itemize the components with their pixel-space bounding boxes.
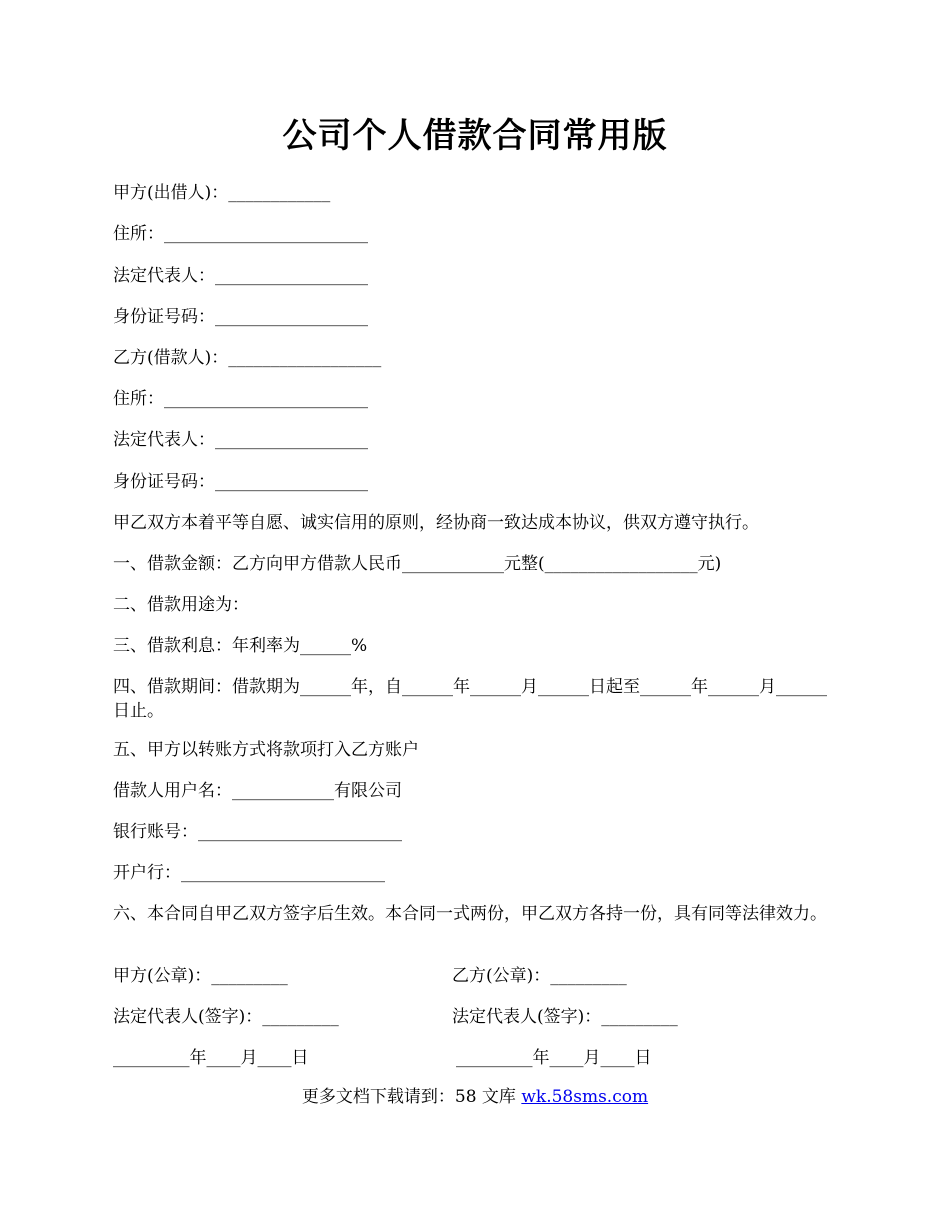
borrower-name-line: 乙方(借款人)：__________________ xyxy=(113,348,382,368)
lender-id-line: 身份证号码：__________________ xyxy=(113,307,368,327)
party-a-representative-sign: 法定代表人(签字)：_________ xyxy=(113,1007,339,1027)
document-title: 公司个人借款合同常用版 xyxy=(282,116,668,156)
footer-link[interactable]: wk.58sms.com xyxy=(521,1087,649,1107)
bank-account-line: 银行账号：________________________ xyxy=(113,822,402,842)
party-b-date: _________年____月____日 xyxy=(456,1048,652,1068)
preamble-line: 甲乙双方本着平等自愿、诚实信用的原则，经协商一致达成本协议，供双方遵守执行。 xyxy=(113,513,759,533)
clause-purpose: 二、借款用途为： xyxy=(113,595,249,615)
clause-amount: 一、借款金额：乙方向甲方借款人民币____________元整(__________________元) xyxy=(113,554,722,574)
borrower-representative-line: 法定代表人：__________________ xyxy=(113,430,368,450)
account-name-line: 借款人用户名：____________有限公司 xyxy=(113,781,402,801)
party-a-date: _________年____月____日 xyxy=(113,1048,309,1068)
clause-effect: 六、本合同自甲乙双方签字后生效。本合同一式两份，甲乙双方各持一份，具有同等法律效力。 xyxy=(113,904,827,924)
lender-address-line: 住所：________________________ xyxy=(113,224,368,244)
footer xyxy=(0,1085,950,1109)
clause-transfer: 五、甲方以转账方式将款项打入乙方账户 xyxy=(113,740,419,760)
borrower-id-line: 身份证号码：__________________ xyxy=(113,472,368,492)
bank-branch-line: 开户行：________________________ xyxy=(113,863,385,883)
clause-interest: 三、借款利息：年利率为______% xyxy=(113,636,368,656)
borrower-address-line: 住所：________________________ xyxy=(113,389,368,409)
party-b-representative-sign: 法定代表人(签字)：_________ xyxy=(452,1007,678,1027)
party-a-seal: 甲方(公章)：_________ xyxy=(113,966,288,986)
party-b-seal: 乙方(公章)：_________ xyxy=(452,966,627,986)
lender-representative-line: 法定代表人：__________________ xyxy=(113,266,368,286)
footer-text: 更多文档下载请到：58 文库 xyxy=(301,1087,522,1107)
lender-name-line: 甲方(出借人)：____________ xyxy=(113,183,331,203)
clause-period: 四、借款期间：借款期为______年，自______年______月______日起至______年______月______日止。 xyxy=(113,677,827,721)
